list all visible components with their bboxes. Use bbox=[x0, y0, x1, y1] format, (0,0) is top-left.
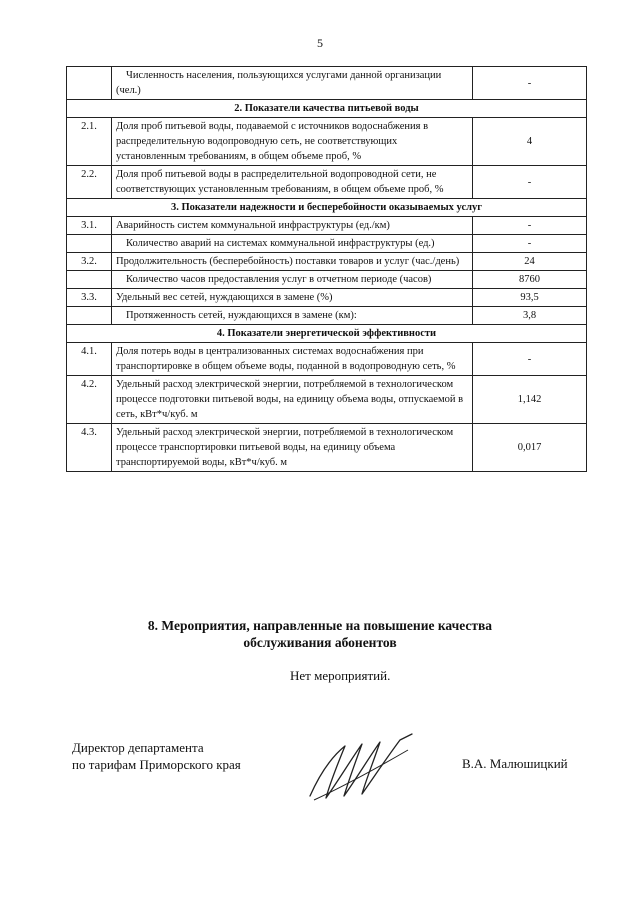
table-row: 4.2. Удельный расход электрической энергии, потребляемой в технологическом процессе подготовки питьевой воды, на единицу объема воды, отпускаемой в сеть, кВт*ч/куб. м 1,142 bbox=[67, 376, 587, 424]
table-row: Количество часов предоставления услуг в отчетном периоде (часов) 8760 bbox=[67, 271, 587, 289]
indicators-table bbox=[66, 66, 587, 472]
table-row: 3.1. Аварийность систем коммунальной инфраструктуры (ед./км) - bbox=[67, 217, 587, 235]
row-text: Численность населения, пользующихся услугами данной организации (чел.) bbox=[112, 67, 473, 100]
section-header: 2. Показатели качества питьевой воды bbox=[67, 100, 587, 118]
table-row: 2.1. Доля проб питьевой воды, подаваемой с источников водоснабжения в распределительную водопроводную сеть, не соответствующих установленным требованиям, в общем объеме проб, % 4 bbox=[67, 118, 587, 166]
section8-heading: 8. Мероприятия, направленные на повышение качества обслуживания абонентов bbox=[147, 618, 493, 650]
table-row: Протяженность сетей, нуждающихся в замене (км): 3,8 bbox=[67, 307, 587, 325]
table-row: Количество аварий на системах коммунальной инфраструктуры (ед.) - bbox=[67, 235, 587, 253]
table-row: 4.1. Доля потерь воды в централизованных системах водоснабжения при транспортировке в общем объеме воды, поданной в водопроводную сеть, % - bbox=[67, 343, 587, 376]
handwritten-signature bbox=[300, 728, 420, 808]
row-value: - bbox=[473, 67, 587, 100]
table-row: 3.3. Удельный вес сетей, нуждающихся в замене (%) 93,5 bbox=[67, 289, 587, 307]
no-measures-text: Нет мероприятий. bbox=[290, 668, 391, 683]
table-row: 2.2. Доля проб питьевой воды в распределительной водопроводной сети, не соответствующих установленным требованиям, в общем объеме проб, % - bbox=[67, 166, 587, 199]
page-number: 5 bbox=[317, 36, 323, 50]
table-row: 4.3. Удельный расход электрической энергии, потребляемой в технологическом процессе транспортировки питьевой воды, на единицу объема транспортируемой воды, кВт*ч/куб. м 0,017 bbox=[67, 424, 587, 472]
section-header: 3. Показатели надежности и бесперебойности оказываемых услуг bbox=[67, 199, 587, 217]
signatory-position: Директор департамента по тарифам Приморского края bbox=[72, 740, 241, 772]
signatory-name: В.А. Малюшицкий bbox=[462, 756, 568, 771]
section-header: 4. Показатели энергетической эффективности bbox=[67, 325, 587, 343]
table-row bbox=[67, 67, 587, 100]
table-row: 3.2. Продолжительность (бесперебойность) поставки товаров и услуг (час./день) 24 bbox=[67, 253, 587, 271]
